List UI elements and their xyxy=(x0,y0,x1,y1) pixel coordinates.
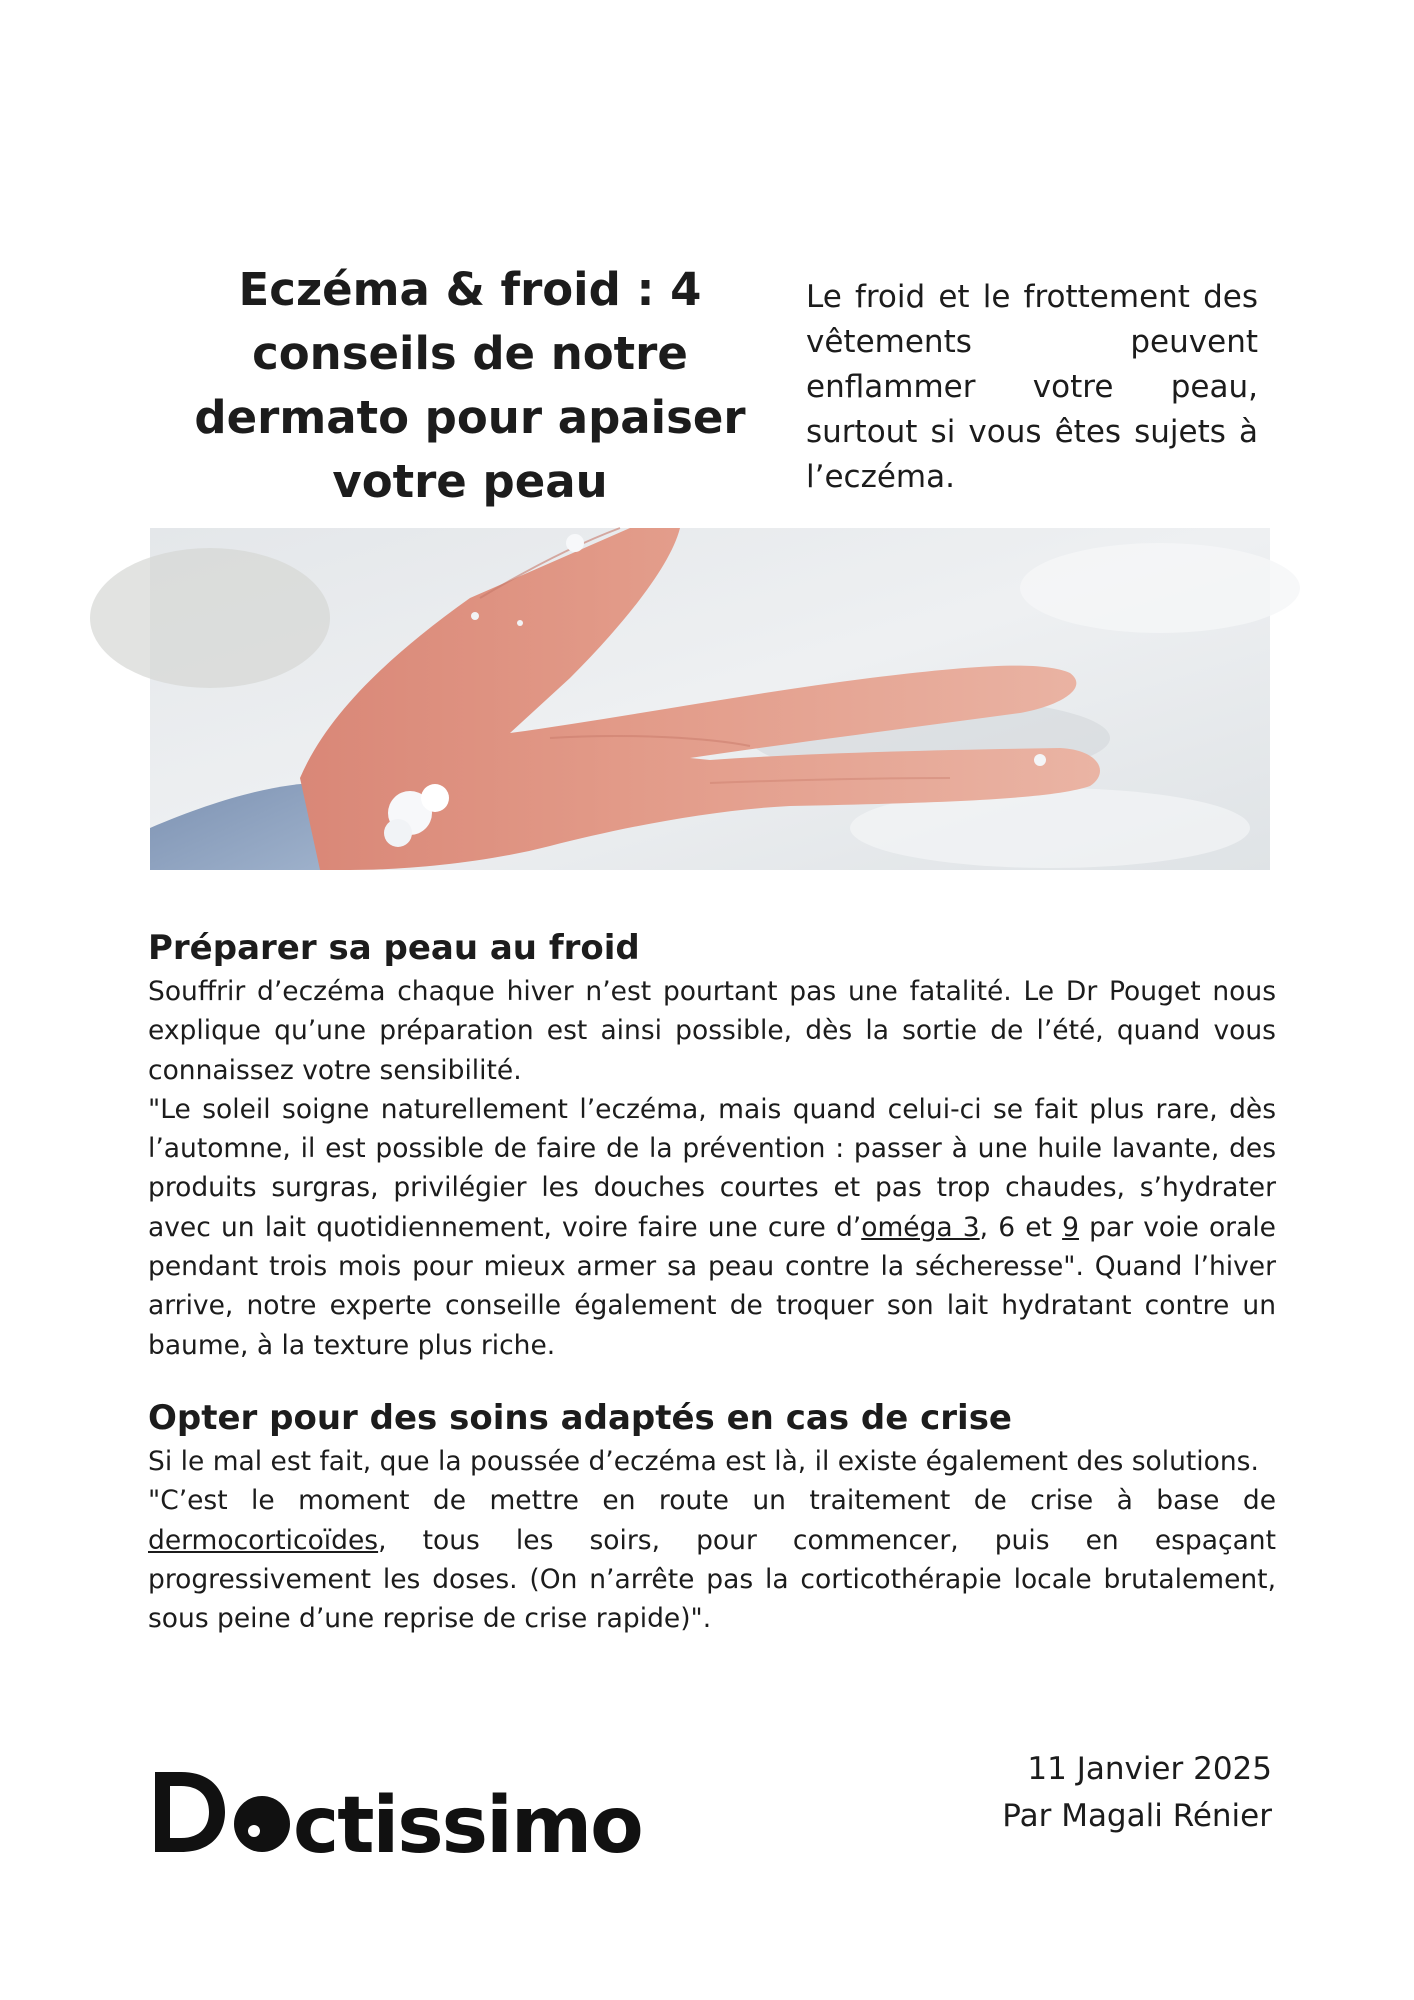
section-crisis-care xyxy=(148,1394,1276,1638)
quote-text: "C’est le moment de mettre en route un traitement de crise à base de xyxy=(148,1485,1276,1517)
hero-image-hand-in-snow xyxy=(150,528,1270,870)
section-paragraph: Souffrir d’eczéma chaque hiver n’est pourtant pas une fatalité. Le Dr Pouget nous explique qu’une préparation est ainsi possible, dès la sortie de l’été, quand vous connaissez votre sensibilité. xyxy=(148,976,1276,1086)
section-heading: Préparer sa peau au froid xyxy=(148,928,640,968)
dermocorticoids-link[interactable]: dermocorticoïdes xyxy=(148,1524,379,1556)
section-paragraph-quote xyxy=(148,1481,1276,1638)
section-heading: Opter pour des soins adaptés en cas de crise xyxy=(148,1398,1012,1438)
section-paragraph: Si le mal est fait, que la poussée d’eczéma est là, il existe également des solutions. xyxy=(148,1446,1259,1477)
svg-text:ctissimo: ctissimo xyxy=(293,1781,642,1871)
author-name: Par Magali Rénier xyxy=(1002,1798,1272,1834)
article-intro: Le froid et le frottement des vêtements peuvent enflammer votre peau, surtout si vous êtes sujets à l’eczéma. xyxy=(806,279,1258,495)
byline xyxy=(1002,1746,1272,1840)
publication-date: 11 Janvier 2025 xyxy=(1027,1751,1272,1787)
omega9-link[interactable]: 9 xyxy=(1062,1211,1079,1243)
quote-text: par voie orale pendant trois mois pour mieux armer sa peau contre la sécheresse". Quand l’hiver arrive, notre experte conseille également de troquer son lait hydratant contre un baume, à la texture plus riche. xyxy=(148,1211,1276,1361)
doctissimo-logo xyxy=(155,1760,642,1871)
quote-text: , tous les soirs, pour commencer, puis en espaçant progressivement les doses. (On n’arrête pas la corticothérapie locale brutalement, sous peine d’une reprise de crise rapide)". xyxy=(148,1524,1276,1635)
section-paragraph-quote xyxy=(148,1090,1276,1365)
quote-text: , 6 et xyxy=(979,1211,1063,1243)
quote-text: "Le soleil soigne naturellement l’eczéma, mais quand celui-ci se fait plus rare, dès l’automne, il est possible de faire de la prévention : passer à une huile lavante, des produits surgras, privilégier les douches courtes et pas trop chaudes, s’hydrater avec un lait quotidiennement, voire faire une cure d’ xyxy=(148,1093,1276,1243)
section-prepare-skin xyxy=(148,924,1276,1365)
article-title: Eczéma & froid : 4 conseils de notre dermato pour apaiser votre peau xyxy=(194,263,746,509)
omega3-link[interactable]: oméga 3 xyxy=(861,1211,980,1243)
